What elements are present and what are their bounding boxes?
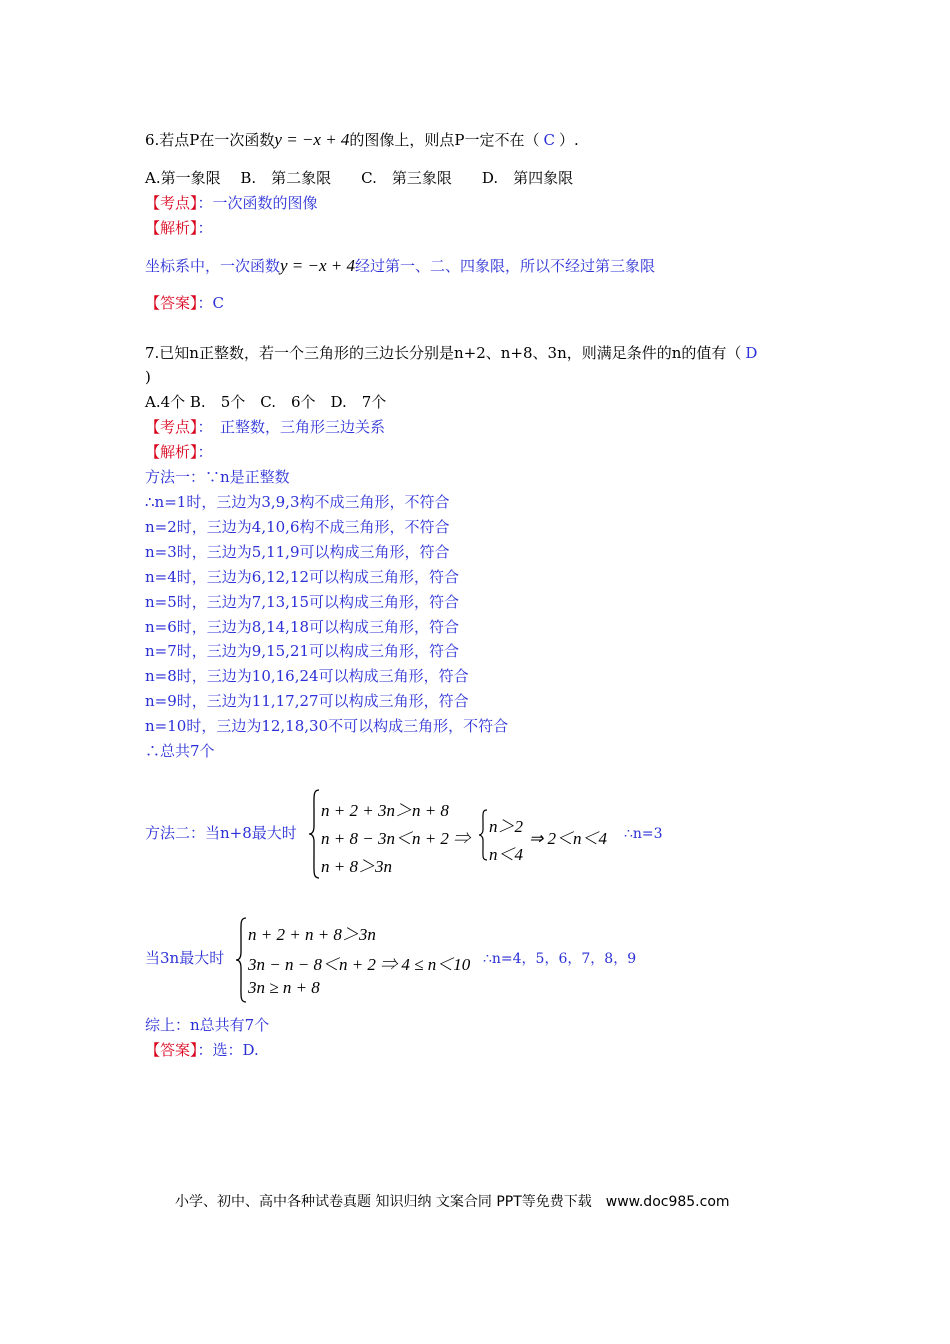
method1-line: n=10时，三边为12,18,30不可以构成三角形，不符合 [145, 717, 509, 735]
q6-daan-text: ：C [197, 294, 224, 312]
q6-daan [145, 293, 224, 313]
q6-explain-a: 坐标系中，一次函数 [145, 257, 281, 275]
method2-result: ⇒ 2＜n＜4 [529, 829, 607, 848]
q7-jiexi-tag: 【解析】 [145, 443, 198, 461]
q7-summary: 综上：n总共有7个 [145, 1016, 270, 1034]
q7-daan-tag: 【答案】 [145, 1041, 198, 1059]
method2-label: 方法二：当n+8最大时 [145, 824, 297, 842]
q6-formula: y = −x + 4 [274, 130, 350, 149]
q7-kaodian-tag: 【考点】 [145, 418, 198, 436]
method2-sys2-row: n＜4 [489, 845, 523, 864]
q6-jiexi-colon: ： [197, 219, 213, 237]
method2-system [321, 788, 486, 880]
q6-daan-tag: 【答案】 [145, 294, 198, 312]
method1-line: n=8时，三边为10,16,24可以构成三角形，符合 [145, 667, 469, 685]
q6-kaodian-text: ：一次函数的图像 [197, 194, 318, 212]
method2-sys-row: n + 2 + 3n＞n + 8 [321, 801, 449, 820]
method2-brace [308, 788, 320, 880]
method1-line: n=4时，三边为6,12,12可以构成三角形，符合 [145, 568, 460, 586]
q6-stem [145, 130, 579, 150]
q7-daan [145, 1040, 259, 1060]
method2-brace-2 [478, 808, 488, 862]
q6-stem-b: 的图像上，则点P一定不在（ [349, 131, 540, 149]
method1-line: 方法一：∵n是正整数 [145, 468, 290, 486]
q6-explain-formula: y = −x + 4 [280, 256, 356, 275]
q6-options: A.第一象限 B. 第二象限 C. 第三象限 D. 第四象限 [145, 169, 574, 187]
method1-line: n=7时，三边为9,15,21可以构成三角形，符合 [145, 642, 460, 660]
q7-stem-close: ) [145, 368, 151, 386]
method1-line: n=5时，三边为7,13,15可以构成三角形，符合 [145, 593, 460, 611]
q6-kaodian-tag: 【考点】 [145, 194, 198, 212]
q6-answer-letter: C [543, 131, 556, 149]
q7-stem [145, 343, 757, 363]
case2-sys-row: 3n ≥ n + 8 [248, 978, 320, 997]
q7-kaodian [145, 417, 385, 437]
q7-answer-letter: D [745, 344, 758, 362]
case2-sys-row: 3n − n − 8＜n + 2 ⇒ 4 ≤ n＜10 [248, 955, 471, 974]
q6-explain-b: 经过第一、二、四象限，所以不经过第三象限 [355, 257, 656, 275]
q6-stem-a: 6.若点P在一次函数 [145, 131, 275, 149]
method1-line: n=3时，三边为5,11,9可以构成三角形，符合 [145, 543, 450, 561]
case2-label: 当3n最大时 [145, 949, 225, 967]
method1-line: ∴n=1时，三边为3,9,3构不成三角形，不符合 [145, 493, 450, 511]
q6-jiexi [145, 218, 213, 238]
q7-options: A.4个 B. 5个 C. 6个 D. 7个 [145, 393, 387, 411]
q7-stem-a: 7.已知n正整数，若一个三角形的三边长分别是n+2、n+8、3n，则满足条件的n的值有（ [145, 344, 742, 362]
q6-kaodian [145, 193, 318, 213]
method1-line: n=9时，三边为11,17,27可以构成三角形，符合 [145, 692, 469, 710]
method1-line: n=6时，三边为8,14,18可以构成三角形，符合 [145, 618, 460, 636]
method1-line: n=2时，三边为4,10,6构不成三角形，不符合 [145, 518, 450, 536]
case2-conclusion: ∴n=4，5，6，7，8，9 [483, 951, 637, 967]
case2-brace [235, 916, 247, 1004]
case2-sys-row: n + 2 + n + 8＞3n [248, 925, 376, 944]
q6-jiexi-tag: 【解析】 [145, 219, 198, 237]
q7-jiexi [145, 442, 213, 462]
q6-stem-c: ）. [559, 131, 579, 149]
method2-sys-row: n + 8＞3n [321, 857, 392, 876]
page-footer: 小学、初中、高中各种试卷真题 知识归纳 文案合同 PPT等免费下载 www.doc985.com [175, 1194, 730, 1210]
q6-explanation [145, 256, 655, 276]
method2-sys-row: n + 8 − 3n＜n + 2 ⇒ [321, 829, 471, 848]
q7-kaodian-text: ： 正整数，三角形三边关系 [197, 418, 386, 436]
method1-line: ∴总共7个 [145, 742, 215, 760]
q7-jiexi-colon: ： [197, 443, 213, 461]
case2-system [248, 916, 483, 1004]
q7-daan-text: ：选：D. [197, 1041, 259, 1059]
method2-conclusion: ∴n=3 [624, 826, 663, 842]
method2-sys2-row: n＞2 [489, 817, 523, 836]
